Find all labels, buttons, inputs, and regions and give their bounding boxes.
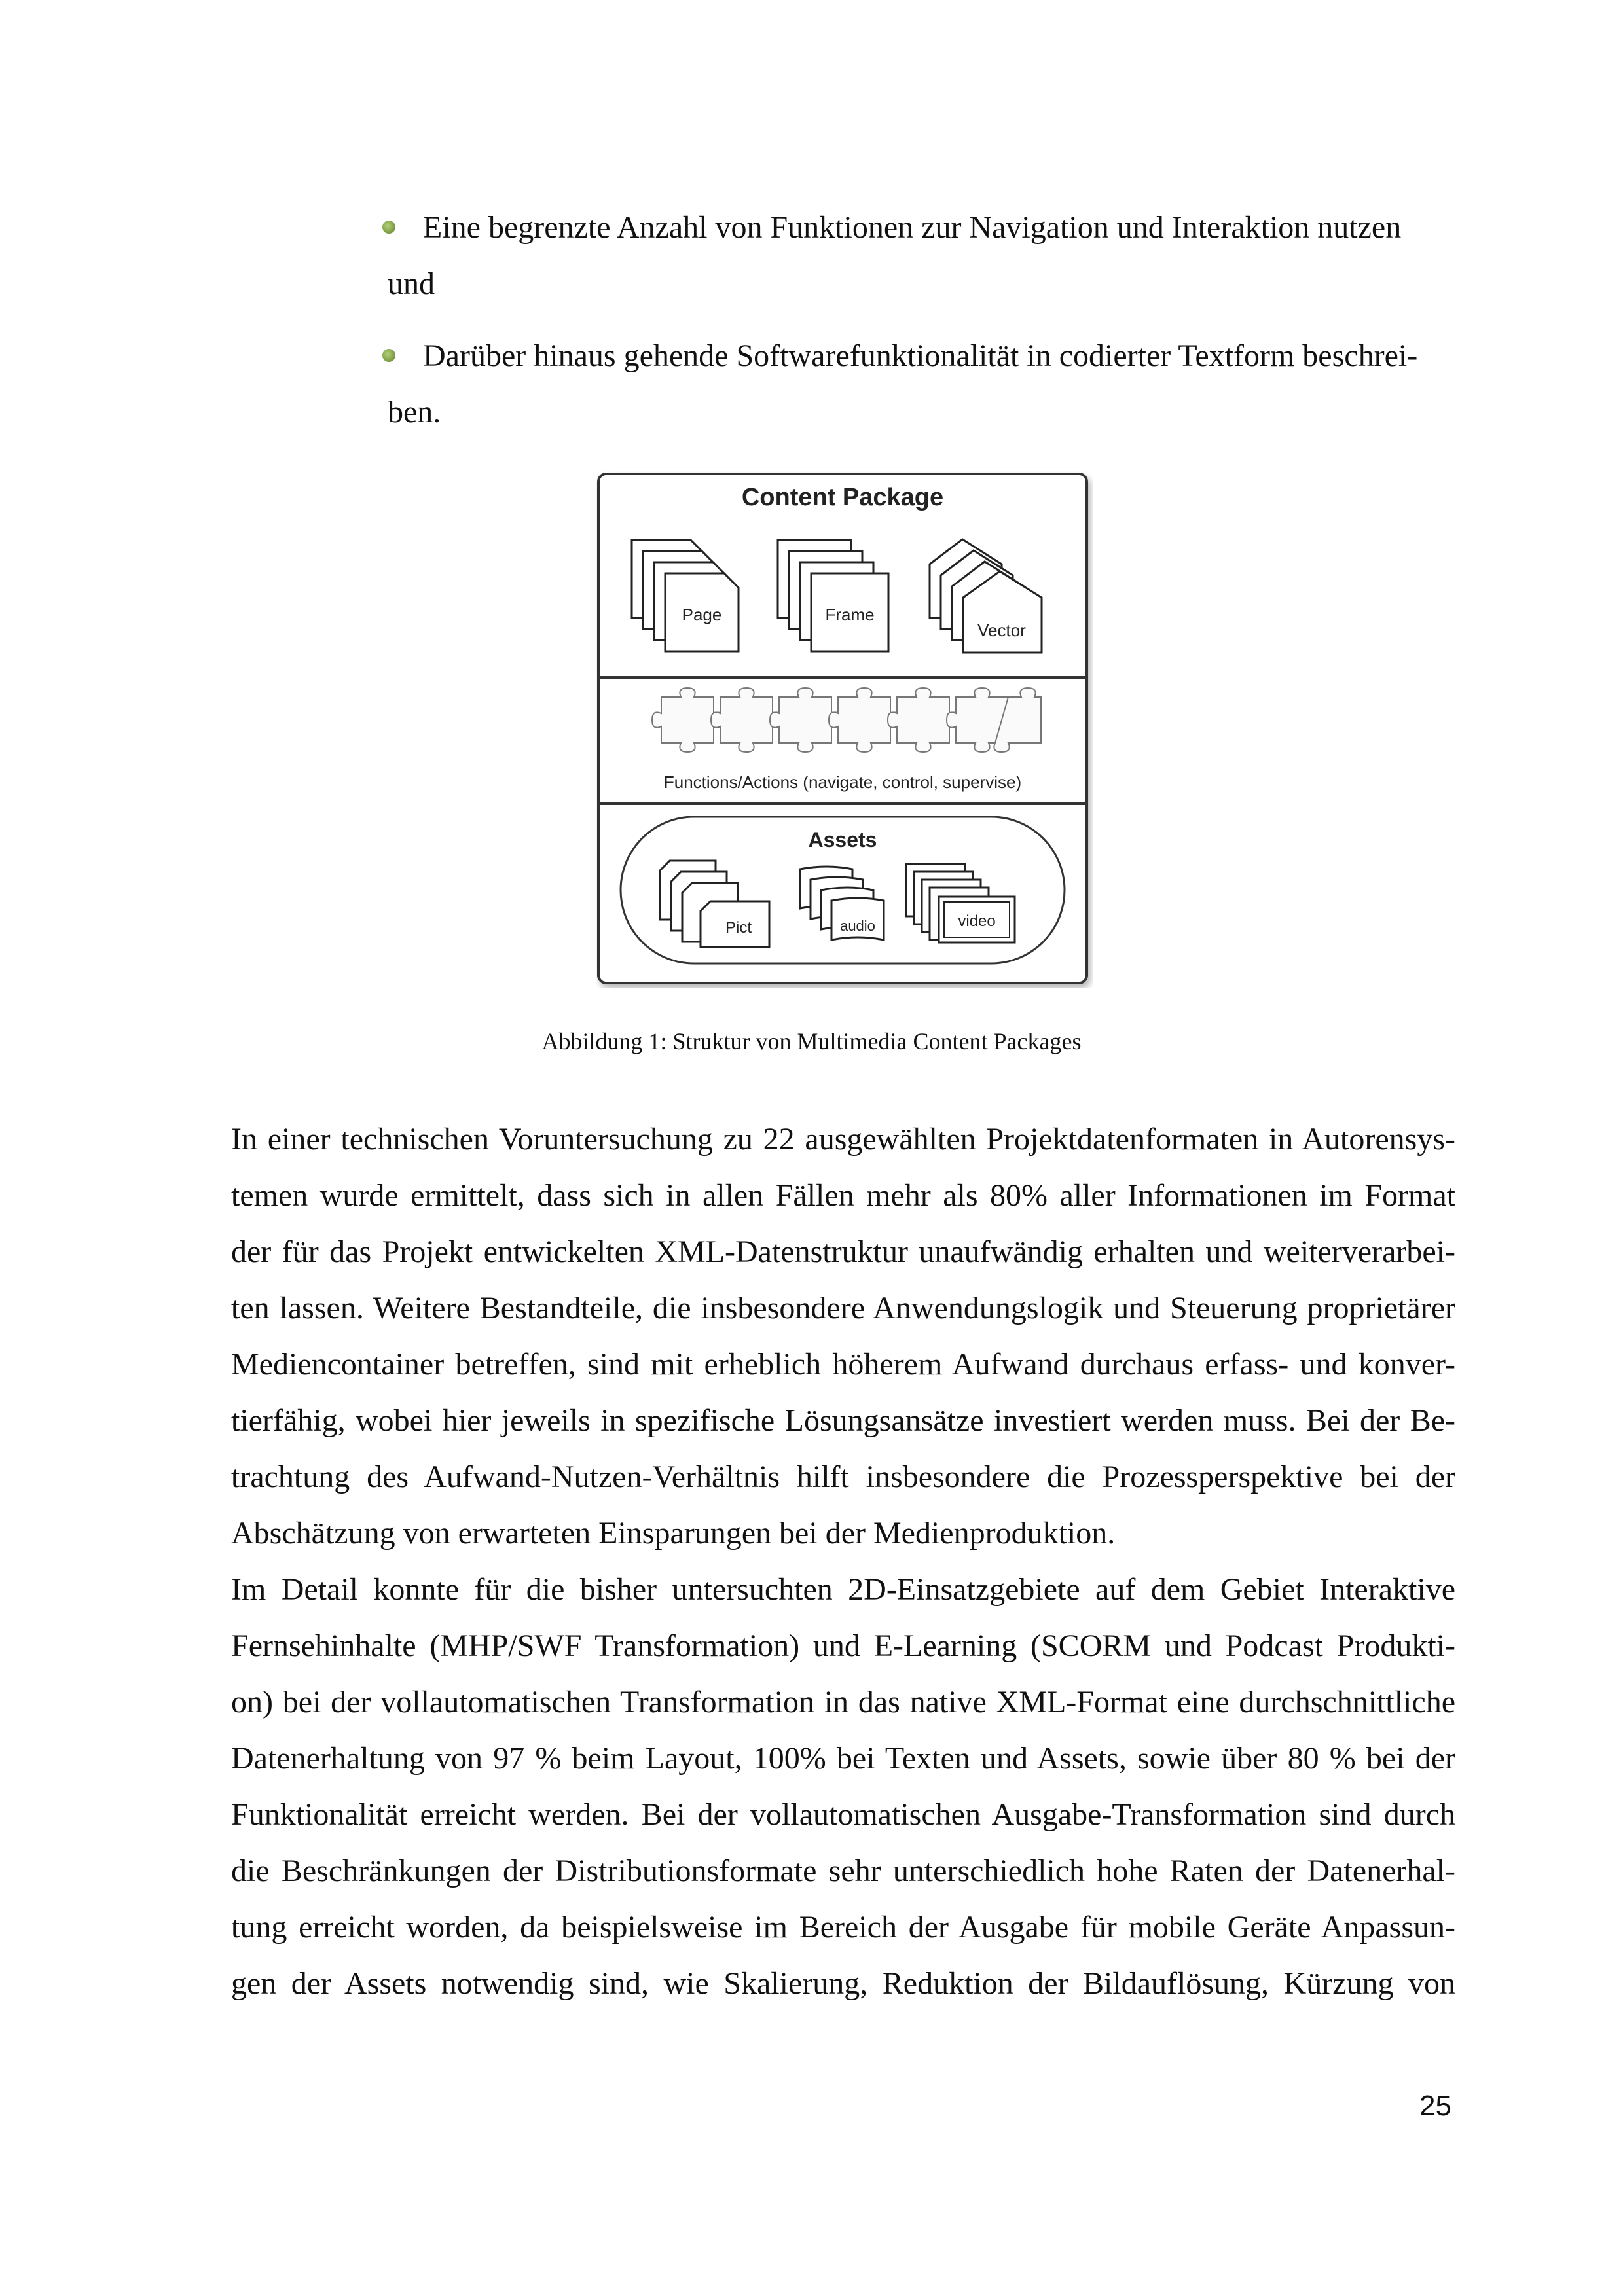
body-line: gen der Assets notwendig sind, wie Skalierung, Reduktion der Bildauflösung, Kürzung von bbox=[231, 1966, 1455, 2001]
audio-label: audio bbox=[840, 918, 875, 934]
puzzle-pieces-icon bbox=[652, 688, 1041, 752]
content-package-figure bbox=[596, 471, 1093, 988]
frame-label: Frame bbox=[825, 605, 875, 624]
bullet-item-2-continuation: ben. bbox=[388, 395, 441, 429]
page-number: 25 bbox=[1419, 2090, 1451, 2122]
page-label: Page bbox=[682, 605, 722, 624]
body-line: tung erreicht worden, da beispielsweise im Bereich der Ausgabe für mobile Geräte Anpassun- bbox=[231, 1910, 1455, 1945]
content-package-title: Content Package bbox=[741, 484, 944, 511]
assets-title: Assets bbox=[808, 828, 877, 852]
vector-label: Vector bbox=[977, 620, 1026, 640]
body-line: ten lassen. Weitere Bestandteile, die insbesondere Anwendungslogik und Steuerung proprietärer bbox=[231, 1291, 1455, 1325]
body-line: Funktionalität erreicht werden. Bei der vollautomatischen Ausgabe-Transformation sind durch bbox=[231, 1797, 1455, 1832]
body-line: tierfähig, wobei hier jeweils in spezifische Lösungsansätze investiert werden muss. Bei der Be- bbox=[231, 1403, 1455, 1438]
body-line: Abschätzung von erwarteten Einsparungen bei der Medienproduktion. bbox=[231, 1516, 1116, 1551]
bullet-item-1: Eine begrenzte Anzahl von Funktionen zur Navigation und Interaktion nutzen bbox=[423, 210, 1402, 245]
bullet-icon bbox=[382, 221, 395, 234]
video-label: video bbox=[958, 912, 996, 930]
body-line: Datenerhaltung von 97 % beim Layout, 100% bei Texten und Assets, sowie über 80 % bei der bbox=[231, 1741, 1455, 1776]
body-line: on) bei der vollautomatischen Transformation in das native XML-Format eine durchschnittliche bbox=[231, 1685, 1455, 1719]
body-line: die Beschränkungen der Distributionsformate sehr unterschiedlich hohe Raten der Datenerhal- bbox=[231, 1854, 1455, 1888]
bullet-item-1-continuation: und bbox=[388, 266, 435, 301]
figure-caption: Abbildung 1: Struktur von Multimedia Content Packages bbox=[541, 1028, 1082, 1054]
body-line: trachtung des Aufwand-Nutzen-Verhältnis hilft insbesondere die Prozessperspektive bei der bbox=[231, 1460, 1455, 1494]
pict-label: Pict bbox=[725, 919, 752, 937]
body-line: In einer technischen Voruntersuchung zu 22 ausgewählten Projektdatenformaten in Autorensys- bbox=[231, 1122, 1455, 1157]
body-line: Im Detail konnte für die bisher untersuchten 2D-Einsatzgebiete auf dem Gebiet Interaktive bbox=[231, 1572, 1455, 1607]
body-line: Fernsehinhalte (MHP/SWF Transformation) und E-Learning (SCORM und Podcast Produkti- bbox=[231, 1628, 1455, 1663]
bullet-item-2: Darüber hinaus gehende Softwarefunktionalität in codierter Textform beschrei- bbox=[423, 338, 1418, 373]
body-line: temen wurde ermittelt, dass sich in allen Fällen mehr als 80% aller Informationen im Format bbox=[231, 1178, 1455, 1213]
functions-label: Functions/Actions (navigate, control, supervise) bbox=[663, 772, 1022, 792]
body-line: Mediencontainer betreffen, sind mit erheblich höherem Aufwand durchaus erfass- und konver- bbox=[231, 1347, 1455, 1382]
bullet-icon bbox=[382, 349, 395, 362]
body-line: der für das Projekt entwickelten XML-Datenstruktur unaufwändig erhalten und weiterverarbei- bbox=[231, 1234, 1455, 1269]
